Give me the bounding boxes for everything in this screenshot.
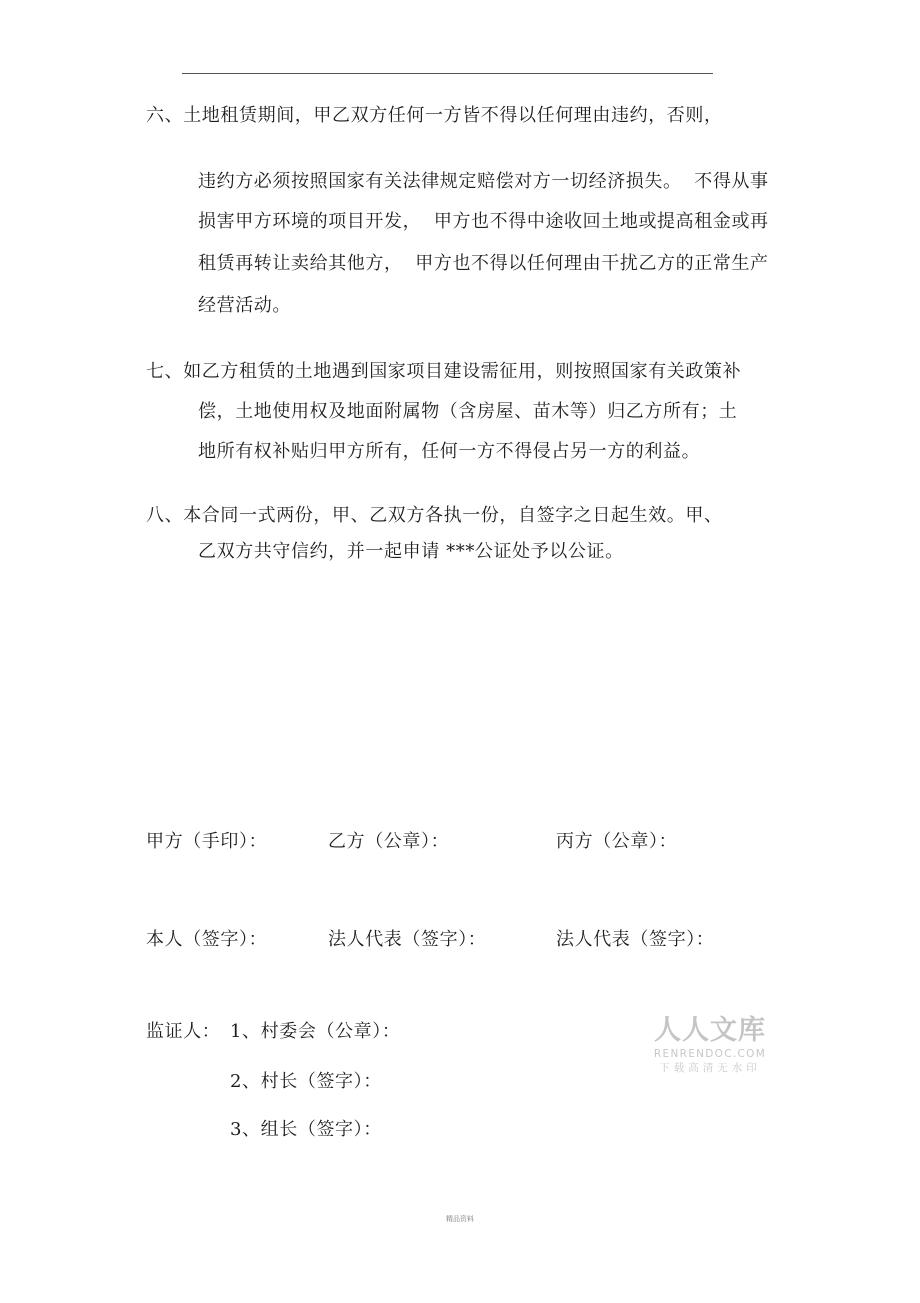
clause-6-line-5: 经营活动。: [198, 295, 291, 316]
clause-8-line-1: 八、本合同一式两份，甲、乙双方各执一份，自签字之日起生效。甲、: [146, 505, 723, 526]
clause-6-line-4: 租赁再转让卖给其他方， 甲方也不得以任何理由干扰乙方的正常生产: [198, 253, 769, 274]
page-footer: 精品资料: [446, 1215, 474, 1223]
party-a-seal-label: 甲方（手印）：: [146, 831, 268, 852]
witness-label: 监证人：: [146, 1021, 221, 1042]
clause-8-line-2: 乙双方共守信约，并一起申请 ***公证处予以公证。: [198, 541, 624, 562]
party-c-sign-label: 法人代表（签字）：: [556, 929, 715, 950]
clause-6-line-3: 损害甲方环境的项目开发， 甲方也不得中途收回土地或提高租金或再: [198, 211, 769, 232]
witness-item-1: 1、村委会（公章）：: [230, 1021, 401, 1042]
watermark-url: RENRENDOC.COM: [653, 1048, 767, 1060]
witness-item-2: 2、村长（签字）：: [230, 1071, 382, 1092]
clause-7-line-3: 地所有权补贴归甲方所有，任何一方不得侵占另一方的利益。: [198, 441, 701, 462]
witness-item-3: 3、组长（签字）：: [230, 1119, 382, 1140]
party-c-seal-label: 丙方（公章）：: [556, 831, 678, 852]
party-b-seal-label: 乙方（公章）：: [328, 831, 450, 852]
clause-6-line-2: 违约方必须按照国家有关法律规定赔偿对方一切经济损失。 不得从事: [198, 171, 769, 192]
header-rule: [182, 73, 713, 74]
watermark-subtitle: 下载高清无水印: [659, 1062, 761, 1074]
watermark-title: 人人文库: [654, 1015, 766, 1046]
clause-7-line-2: 偿，土地使用权及地面附属物（含房屋、苗木等）归乙方所有；土: [198, 401, 738, 422]
clause-6-line-1: 六、土地租赁期间，甲乙双方任何一方皆不得以任何理由违约，否则，: [146, 105, 723, 126]
watermark: [648, 1016, 772, 1075]
clause-7-line-1: 七、如乙方租赁的土地遇到国家项目建设需征用，则按照国家有关政策补: [146, 361, 742, 382]
party-b-sign-label: 法人代表（签字）：: [328, 929, 487, 950]
party-a-sign-label: 本人（签字）：: [146, 929, 268, 950]
